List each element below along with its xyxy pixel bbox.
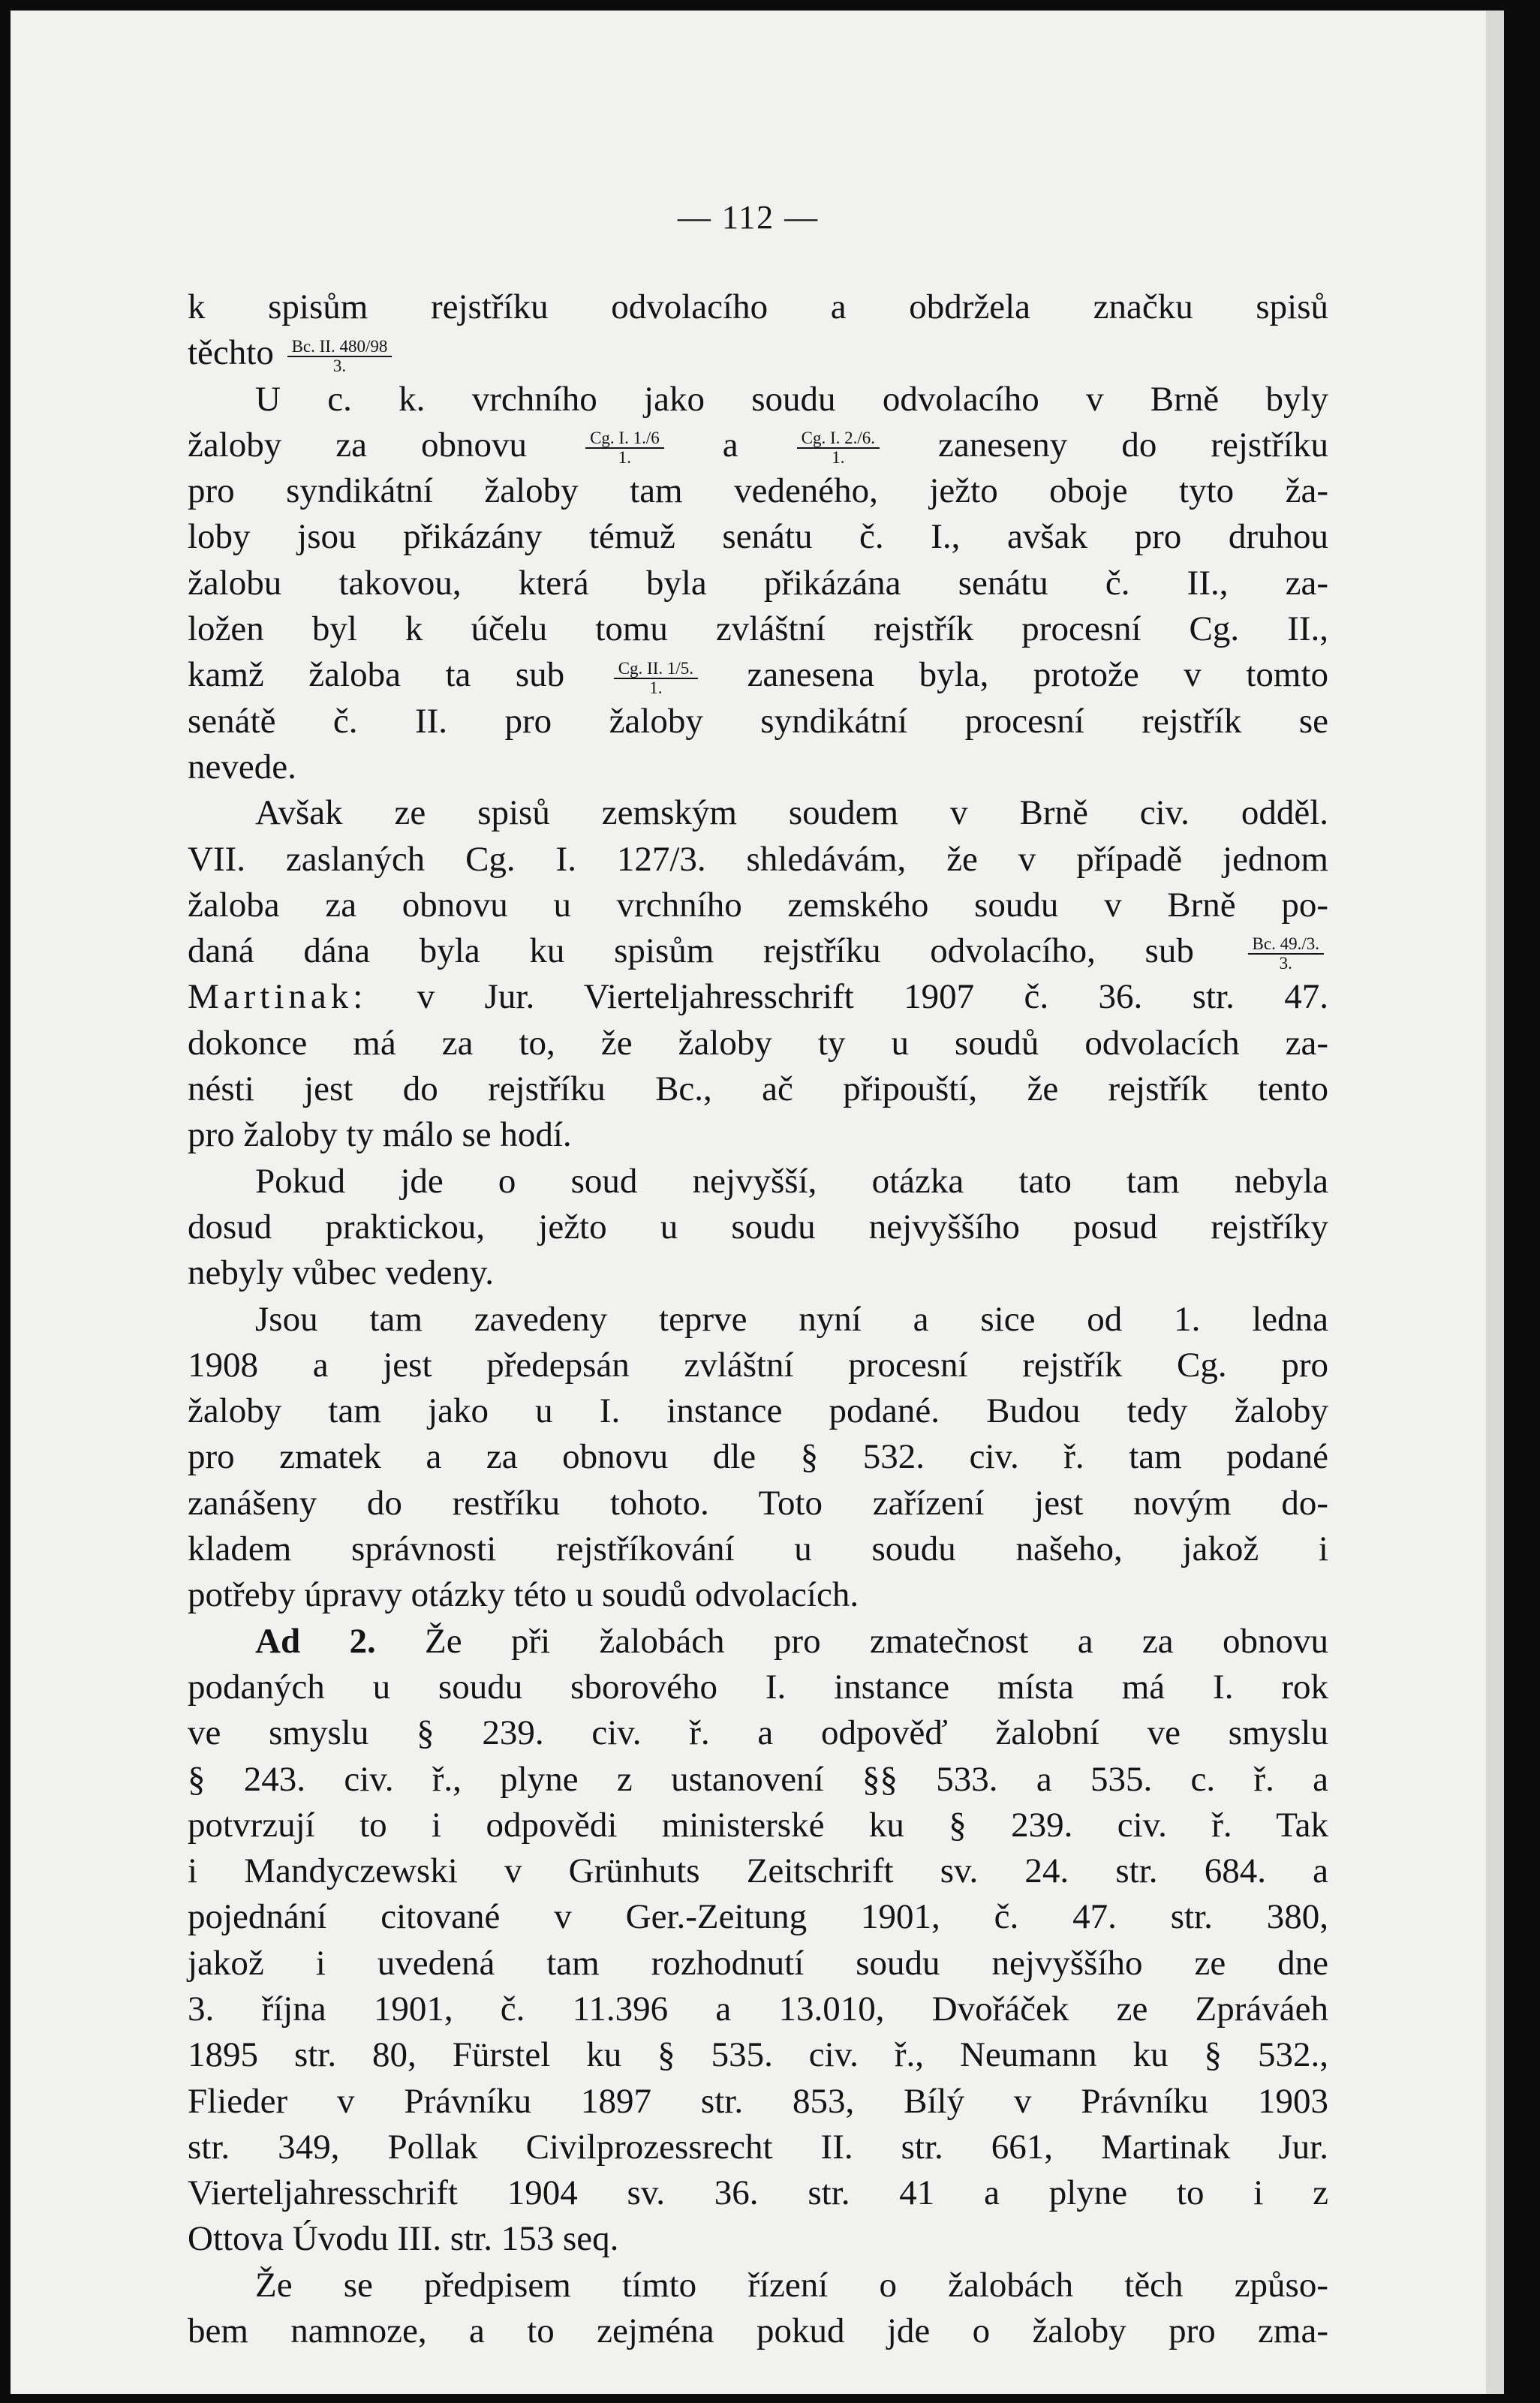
text-run: k spisům rejstříku odvolacího a obdržela značku spisů: [188, 287, 1328, 326]
text-line: [188, 1848, 1328, 1894]
text-line: [188, 377, 1328, 423]
text-run: senátě č. II. pro žaloby syndikátní procesní rejstřík se: [188, 701, 1328, 741]
fraction-numerator: Bc. 49./3.: [1248, 935, 1324, 955]
text-run: pojednání citované v Ger.-Zeitung 1901, č. 47. str. 380,: [188, 1897, 1328, 1937]
text-run: pro syndikátní žaloby tam vedeného, ježto oboje tyto ža-: [188, 471, 1328, 511]
text-run: Že při žalobách pro zmatečnost a za obnovu: [375, 1621, 1328, 1661]
text-run: zanesena byla, protože v tomto: [702, 655, 1328, 695]
text-line: [188, 2308, 1328, 2354]
text-run: Ottova Úvodu III. str. 153 seq.: [188, 2219, 619, 2259]
text-run: daná dána byla ku spisům rejstříku odvolacího, sub: [188, 931, 1244, 971]
text-line: [188, 1986, 1328, 2032]
text-run: 1908 a jest předepsán zvláštní procesní rejstřík Cg. pro: [188, 1345, 1328, 1385]
text-line: [188, 1619, 1328, 1665]
text-run: a: [668, 425, 793, 465]
text-line: [188, 468, 1328, 514]
text-run: nésti jest do rejstříku Bc., ač připouští, že rejstřík tento: [188, 1069, 1328, 1109]
text-line: [188, 1757, 1328, 1803]
text-run: VII. zaslaných Cg. I. 127/3. shledávám, že v případě jednom: [188, 839, 1328, 879]
text-run: Flieder v Právníku 1897 str. 853, Bílý v Právníku 1903: [188, 2081, 1328, 2121]
text-run: ložen byl k účelu tomu zvláštní rejstřík procesní Cg. II.,: [188, 609, 1328, 649]
text-run: žaloby za obnovu: [188, 425, 582, 465]
text-line: [188, 928, 1328, 974]
text-line: [188, 1021, 1328, 1066]
fraction-denominator: 1.: [618, 448, 632, 468]
file-mark-fraction: [797, 429, 880, 467]
text-line: [188, 1572, 1328, 1618]
text-line: [188, 790, 1328, 836]
text-run: jakož i uvedená tam rozhodnutí soudu nejvyššího ze dne: [188, 1943, 1328, 1983]
text-line: [188, 2216, 1328, 2262]
text-line: [188, 330, 1328, 376]
file-mark-fraction: [1248, 935, 1324, 973]
text-run: 1895 str. 80, Fürstel ku § 535. civ. ř., Neumann ku § 532.,: [188, 2035, 1328, 2075]
page-edge: [1486, 11, 1504, 2394]
text-run: i Mandyczewski v Grünhuts Zeitschrift sv. 24. str. 684. a: [188, 1851, 1328, 1891]
text-run: potvrzují to i odpovědi ministerské ku § 239. civ. ř. Tak: [188, 1805, 1328, 1845]
text-run: U c. k. vrchního jako soudu odvolacího v Brně byly: [255, 379, 1328, 419]
text-run: těchto: [188, 333, 283, 373]
text-line: [188, 1665, 1328, 1710]
text-run: § 243. civ. ř., plyne z ustanovení §§ 533. a 535. c. ř. a: [188, 1759, 1328, 1799]
page-number: — 112 —: [677, 199, 820, 236]
text-run: podaných u soudu sborového I. instance místa má I. rok: [188, 1667, 1328, 1707]
text-line: [188, 1343, 1328, 1388]
text-run: Avšak ze spisů zemským soudem v Brně civ. odděl.: [255, 793, 1328, 833]
text-run: Vierteljahresschrift 1904 sv. 36. str. 41 a plyne to i z: [188, 2173, 1328, 2213]
text-line: [188, 284, 1328, 330]
text-line: [188, 2125, 1328, 2170]
text-line: [188, 1388, 1328, 1434]
text-line: [188, 606, 1328, 652]
text-line: [188, 1894, 1328, 1940]
text-line: [188, 699, 1328, 744]
text-run: potřeby úpravy otázky této u soudů odvolacích.: [188, 1575, 859, 1615]
text-run: žaloby tam jako u I. instance podané. Budou tedy žaloby: [188, 1391, 1328, 1431]
spaced-author-name: Martinak:: [188, 977, 368, 1017]
section-label: Ad 2.: [255, 1621, 376, 1661]
text-line: [188, 2263, 1328, 2308]
text-run: str. 349, Pollak Civilprozessrecht II. str. 661, Martinak Jur.: [188, 2127, 1328, 2167]
fraction-denominator: 3.: [1279, 954, 1292, 973]
text-run: žalobu takovou, která byla přikázána senátu č. II., za-: [188, 563, 1328, 603]
fraction-denominator: 1.: [649, 678, 663, 697]
text-line: [188, 974, 1328, 1020]
text-line: [188, 1112, 1328, 1158]
text-line: [188, 2032, 1328, 2078]
text-line: [188, 652, 1328, 698]
text-line: [188, 1434, 1328, 1480]
text-run: loby jsou přikázány témuž senátu č. I., avšak pro druhou: [188, 517, 1328, 557]
text-run: ve smyslu § 239. civ. ř. a odpověď žalobní ve smyslu: [188, 1713, 1328, 1753]
file-mark-fraction: [614, 660, 698, 697]
text-run: zaneseny do rejstříku: [884, 425, 1328, 465]
text-line: [188, 744, 1328, 790]
text-line: [188, 514, 1328, 560]
text-line: [188, 561, 1328, 606]
text-line: [188, 2170, 1328, 2216]
text-run: kladem správnosti rejstříkování u soudu našeho, jakož i: [188, 1529, 1328, 1569]
text-run: kamž žaloba ta sub: [188, 655, 609, 695]
text-line: [188, 1803, 1328, 1848]
text-line: [188, 1205, 1328, 1250]
text-run: dokonce má za to, že žaloby ty u soudů odvolacích za-: [188, 1023, 1328, 1063]
text-run: 3. října 1901, č. 11.396 a 13.010, Dvořáček ze Zpráváeh: [188, 1989, 1328, 2029]
text-run: nevede.: [188, 747, 296, 786]
text-line: [188, 1481, 1328, 1526]
book-page: [11, 11, 1486, 2394]
text-run: Že se předpisem tímto řízení o žalobách těch způso-: [255, 2265, 1328, 2305]
text-line: [188, 2079, 1328, 2125]
fraction-numerator: Cg. I. 1./6: [585, 429, 664, 449]
text-line: [188, 883, 1328, 928]
text-line: [188, 1159, 1328, 1205]
text-run: nebyly vůbec vedeny.: [188, 1253, 495, 1293]
fraction-numerator: Cg. II. 1/5.: [614, 660, 698, 679]
text-line: [188, 1526, 1328, 1572]
fraction-denominator: 3.: [332, 356, 347, 375]
file-mark-fraction: [585, 429, 664, 467]
text-line: [188, 1941, 1328, 1986]
text-run: žaloba za obnovu u vrchního zemského soudu v Brně po-: [188, 885, 1328, 925]
text-run: dosud praktickou, ježto u soudu nejvyššího posud rejstříky: [188, 1207, 1328, 1247]
text-line: [188, 837, 1328, 883]
text-run: zanášeny do restříku tohoto. Toto zařízení jest novým do-: [188, 1483, 1328, 1523]
text-line: [188, 1066, 1328, 1112]
text-run: v Jur. Vierteljahresschrift 1907 č. 36. str. 47.: [367, 977, 1328, 1017]
text-line: [188, 1250, 1328, 1296]
fraction-numerator: Cg. I. 2./6.: [797, 429, 880, 449]
file-mark-fraction: [287, 338, 393, 375]
text-run: bem namnoze, a to zejména pokud jde o žaloby pro zma-: [188, 2311, 1328, 2351]
text-run: pro žaloby ty málo se hodí.: [188, 1115, 572, 1155]
text-line: [188, 1297, 1328, 1343]
fraction-denominator: 1.: [832, 448, 845, 468]
text-run: pro zmatek a za obnovu dle § 532. civ. ř. tam podané: [188, 1437, 1328, 1477]
fraction-numerator: Bc. II. 480/98: [287, 338, 393, 357]
text-run: Jsou tam zavedeny teprve nyní a sice od 1. ledna: [255, 1299, 1328, 1339]
text-run: Pokud jde o soud nejvyšší, otázka tato tam nebyla: [255, 1161, 1328, 1201]
text-line: [188, 1710, 1328, 1756]
body-text: [188, 284, 1328, 2354]
text-line: [188, 423, 1328, 468]
